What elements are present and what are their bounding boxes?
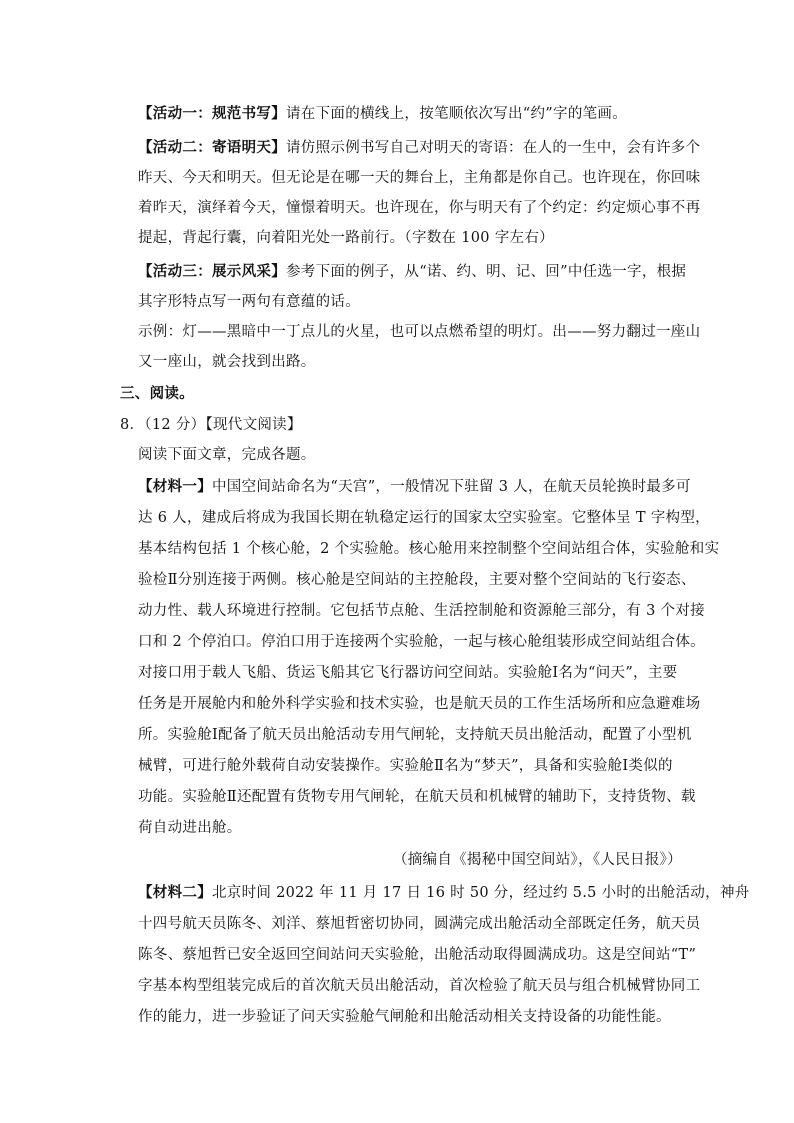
activity-2-line-2: 昨天、今天和明天。但无论是在哪一天的舞台上，主角都是你自己。也许现在，你回味 (138, 170, 701, 186)
activity-3-example-line-2: 又一座山，就会找到出路。 (138, 354, 316, 370)
material-1-line-11: 功能。实验舱Ⅱ还配置有货物专用气闸轮，在航天员和机械臂的辅助下，支持货物、载 (138, 789, 696, 805)
activity-1-tag: 【活动一：规范书写】 (138, 105, 286, 122)
question-8-number: 8． (120, 417, 145, 433)
material-1-line-9: 所。实验舱Ⅰ配备了航天员出舱活动专用气闸轮，支持航天员出舱活动，配置了小型机 (138, 727, 692, 743)
activity-2-line-3: 着昨天，演绎着今天，憧憬着明天。也许现在，你与明天有了个约定：约定烦心事不再 (138, 200, 701, 216)
question-8-instruction: 阅读下面文章，完成各题。 (138, 447, 316, 463)
activity-1-text: 请在下面的横线上，按笔顺依次写出“约”字的笔画。 (286, 106, 628, 122)
activity-3-line-2: 其字形特点写一两句有意蕴的话。 (138, 294, 360, 310)
material-1-line-10: 械臂，可进行舱外载荷自动安装操作。实验舱Ⅱ名为“梦天”，具备和实验舱Ⅰ类似的 (138, 758, 673, 774)
material-2-first-line (138, 883, 750, 903)
material-1-line-2: 达 6 人，建成后将成为我国长期在轨稳定运行的国家太空实验室。它整体呈 T 字构型， (138, 510, 710, 526)
material-1-line-7: 对接口用于载人飞船、货运飞船其它飞行器访问空间站。实验舱Ⅰ名为“问天”，主要 (138, 665, 678, 681)
material-1-first-line (138, 477, 691, 497)
material-1-line-4: 验检Ⅱ分别连接于两侧。核心舱是空间站的主控舱段，主要对整个空间站的飞行姿态、 (138, 572, 696, 588)
material-1-line-3: 基本结构包括 1 个核心舱，2 个实验舱。核心舱用来控制整个空间站组合体，实验舱和实 (138, 541, 720, 557)
material-1-line-1: 中国空间站命名为“天宫”，一般情况下驻留 3 人，在航天员轮换时最多可 (212, 479, 691, 495)
material-2-line-3: 陈冬、蔡旭哲已安全返回空间站问天实验舱，出舱活动取得圆满成功。这是空间站“T” (138, 947, 697, 963)
activity-2-tag: 【活动二：寄语明天】 (138, 139, 286, 156)
activity-2-line-4: 提起，背起行囊，向着阳光处一路前行。（字数在 100 字左右） (138, 230, 554, 246)
activity-3 (138, 262, 686, 282)
material-1-tag: 【材料一】 (138, 478, 212, 495)
material-1-source: （摘编自《揭秘中国空间站》，《人民日报》） (392, 852, 682, 868)
activity-3-example-line-1: 示例：灯——黑暗中一丁点儿的火星，也可以点燃希望的明灯。出——努力翻过一座山 (138, 324, 701, 340)
activity-2 (138, 138, 700, 158)
question-8-header (120, 415, 302, 435)
material-1-line-6: 口和 2 个停泊口。停泊口用于连接两个实验舱，一起与核心舱组装形成空间站组合体。 (138, 634, 705, 650)
material-2-tag: 【材料二】 (138, 884, 212, 901)
question-8-points: （12 分）【现代文阅读】 (144, 417, 302, 433)
material-2-line-1: 北京时间 2022 年 11 月 17 日 16 时 50 分，经过约 5.5 小时的出舱活动，神舟 (212, 885, 750, 901)
activity-2-line-1: 请仿照示例书写自己对明天的寄语：在人的一生中，会有许多个 (286, 140, 701, 156)
material-1-line-12: 荷自动进出舱。 (138, 820, 242, 836)
material-1-line-5: 动力性、载人环境进行控制。它包括节点舱、生活控制舱和资源舱三部分，有 3 个对接 (138, 603, 705, 619)
material-1-line-8: 任务是开展舱内和舱外科学实验和技术实验，也是航天员的工作生活场所和应急避难场 (138, 696, 701, 712)
section-3-heading: 三、阅读。 (120, 385, 194, 402)
material-2-line-4: 字基本构型组装完成后的首次航天员出舱活动，首次检验了航天员与组合机械臂协同工 (138, 978, 701, 994)
material-2-line-2: 十四号航天员陈冬、刘洋、蔡旭哲密切协同，圆满完成出舱活动全部既定任务，航天员 (138, 916, 701, 932)
material-2-line-5: 作的能力，进一步验证了问天实验舱气闸舱和出舱活动相关支持设备的功能性能。 (138, 1009, 671, 1025)
activity-3-line-1: 参考下面的例子，从“诺、约、明、记、回”中任选一字，根据 (286, 264, 687, 280)
activity-1 (138, 104, 627, 124)
activity-3-tag: 【活动三：展示风采】 (138, 263, 286, 280)
